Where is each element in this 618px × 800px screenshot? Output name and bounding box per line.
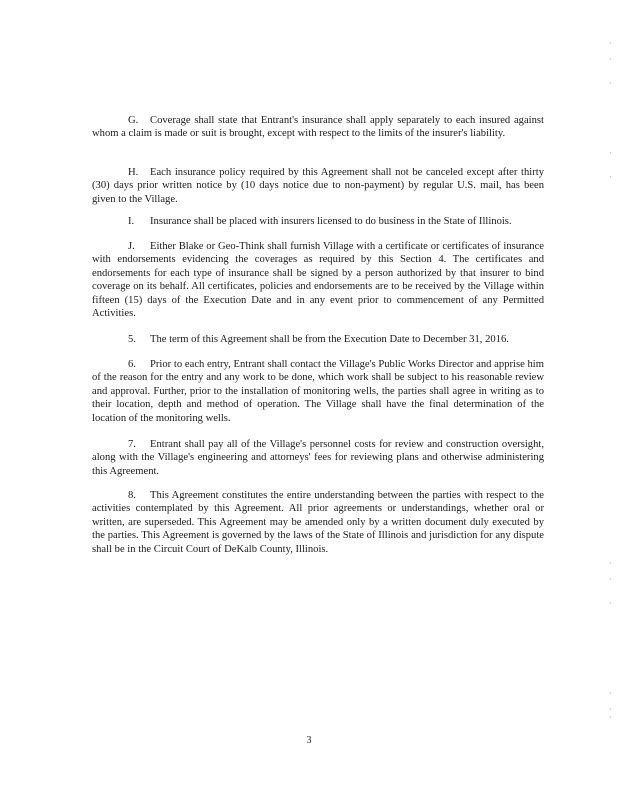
paragraph-text: Entrant shall pay all of the Village's personnel costs for review and construction oversight, along with the Village's engineering and attorneys' fees for reviewing plans and otherwise administering this Agreement. bbox=[92, 439, 544, 477]
paragraph-6 bbox=[92, 358, 544, 425]
paragraph-marker: 6. bbox=[128, 359, 136, 370]
paragraph-5 bbox=[92, 333, 544, 346]
paragraph-text: Either Blake or Geo-Think shall furnish Village with a certificate or certificates of insurance with endorsements evidencing the coverages as required by this Section 4. The certificates and endorsements for each type of insurance shall be signed by a person authorized by that insurer to bind coverage on its behalf. All certificates, policies and endorsements are to be received by the Village within fifteen (15) days of the Execution Date and in any event prior to commencement of any Permitted Activities. bbox=[92, 241, 544, 320]
paragraph-g bbox=[92, 114, 544, 141]
paragraph-h bbox=[92, 166, 544, 206]
scan-speckle: · · · bbox=[608, 560, 612, 607]
paragraph-j bbox=[92, 240, 544, 320]
paragraph-marker: 7. bbox=[128, 439, 136, 450]
paragraph-text: Insurance shall be placed with insurers licensed to do business in the State of Illinois. bbox=[150, 216, 512, 227]
paragraph-marker: 8. bbox=[128, 490, 136, 501]
paragraph-8 bbox=[92, 489, 544, 556]
scan-speckle: · · · bbox=[608, 40, 612, 87]
page-number: 3 bbox=[306, 735, 312, 746]
paragraph-i bbox=[92, 215, 544, 228]
scan-speckle: · · bbox=[608, 150, 612, 181]
paragraph-text: The term of this Agreement shall be from the Execution Date to December 31, 2016. bbox=[150, 334, 509, 345]
paragraph-marker: H. bbox=[128, 167, 139, 178]
paragraph-7 bbox=[92, 438, 544, 478]
paragraph-marker: G. bbox=[128, 115, 139, 126]
paragraph-text: Coverage shall state that Entrant's insurance shall apply separately to each insured against whom a claim is made or suit is brought, except with respect to the limits of the insurer's liability. bbox=[92, 115, 544, 140]
paragraph-text: This Agreement constitutes the entire understanding between the parties with respect to the activities contemplated by this Agreement. All prior agreements or understandings, whether oral or written, are superseded. This Agreement may be amended only by a written document duly executed by the parties. This Agreement is governed by the laws of the State of Illinois and jurisdiction for any dispute shall be in the Circuit Court of DeKalb County, Illinois. bbox=[92, 490, 544, 555]
paragraph-marker: 5. bbox=[128, 334, 136, 345]
paragraph-marker: I. bbox=[128, 216, 135, 227]
scan-speckle: · · · bbox=[608, 690, 612, 721]
paragraph-text: Prior to each entry, Entrant shall contact the Village's Public Works Director and apprise him of the reason for the entry and any work to be done, which work shall be subject to his reasonable review and approval. Further, prior to the installation of monitoring wells, the parties shall agree in writing as to their location, depth and method of operation. The Village shall have the final determination of the location of the monitoring wells. bbox=[92, 359, 544, 424]
paragraph-marker: J. bbox=[128, 241, 135, 252]
paragraph-text: Each insurance policy required by this Agreement shall not be canceled except after thirty (30) days prior written notice by (10 days notice due to non-payment) by regular U.S. mail, has been given to the Village. bbox=[92, 167, 544, 205]
